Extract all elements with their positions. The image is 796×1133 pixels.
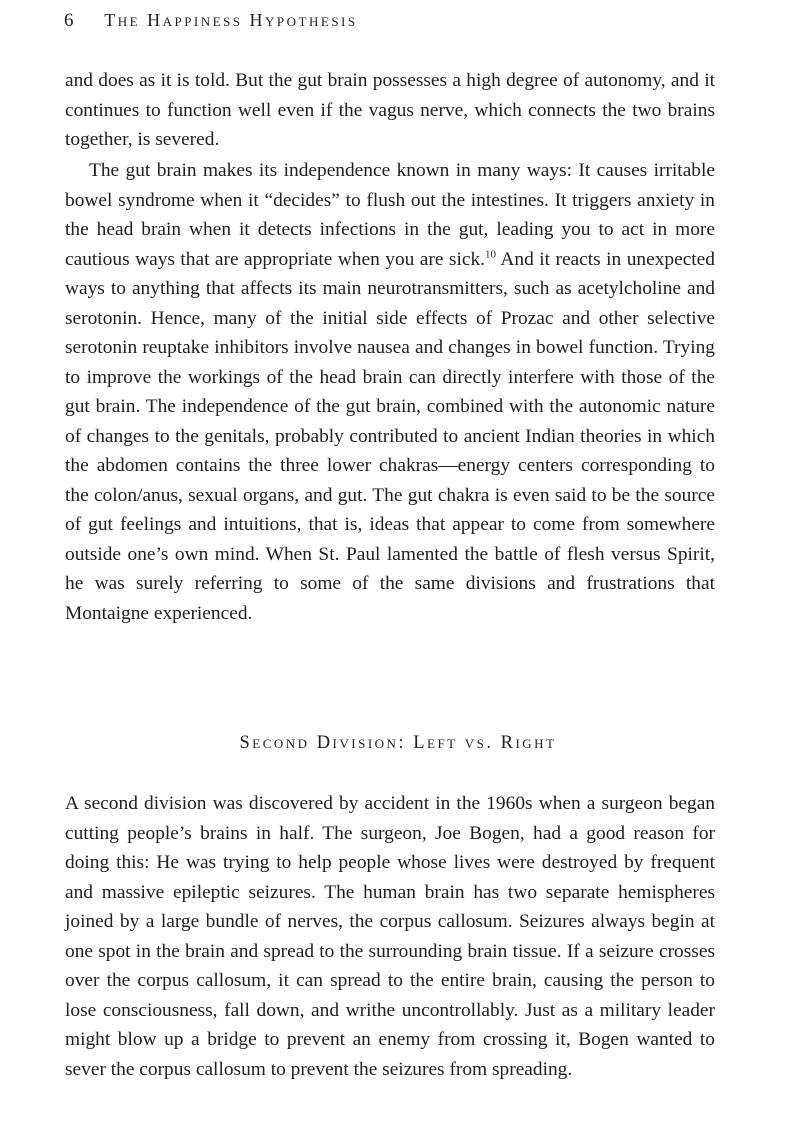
paragraph-text: And it reacts in unexpected ways to anything that affects its main neurotransmitters, such as acetylcholine and serotonin. Hence, many of the initial side effects of Prozac and other selective serotonin reuptake inhibitors involve nausea and changes in bowel function. Trying to improve the workings of the head brain can directly interfere with those of the gut brain. The independence of the gut brain, combined with the autonomic nature of changes to the genitals, probably contributed to ancient Indian theories in which the abdomen contains the three lower chakras—energy centers corresponding to the colon/anus, sexual organs, and gut. The gut chakra is even said to be the source of gut feelings and intuitions, that is, ideas that appear to come from somewhere outside one’s own mind. When St. Paul lamented the battle of flesh versus Spirit, he was surely referring to some of the same divisions and frustrations that Montaigne experienced.: [65, 248, 715, 624]
section-heading: Second Division: Left vs. Right: [239, 733, 557, 753]
running-head: [64, 10, 358, 32]
running-head-title: The Happiness Hypothesis: [104, 10, 358, 30]
paragraph-second-division: A second division was discovered by accident in the 1960s when a surgeon began cutting people’s brains in half. The surgeon, Joe Bogen, had a good reason for doing this: He was trying to help people whose lives were destroyed by frequent and massive epileptic seizures. The human brain has two separate hemispheres joined by a large bundle of nerves, the corpus callosum. Seizures always begin at one spot in the brain and spread to the surrounding brain tissue. If a seizure crosses over the corpus callosum, it can spread to the entire brain, causing the person to lose consciousness, fall down, and writhe uncontrollably. Just as a military leader might blow up a bridge to prevent an enemy from crossing it, Bogen wanted to sever the corpus callosum to prevent the seizures from spreading.: [65, 793, 715, 1080]
paragraph-continuation: and does as it is told. But the gut brain possesses a high degree of autonomy, and it continues to function well even if the vagus nerve, which connects the two brains together, is severed.: [65, 70, 715, 150]
page-number: 6: [64, 10, 75, 31]
paragraph-text: The gut brain makes its independence known in many ways: It causes irritable bowel syndrome when it “decides” to flush out the intestines. It triggers anxiety in the head brain when it detects infections in the gut, leading you to act in more cautious ways that are appropriate when you are sick.: [65, 160, 715, 270]
footnote-marker: 10: [485, 248, 497, 261]
paragraph-gut-brain: [65, 156, 715, 628]
